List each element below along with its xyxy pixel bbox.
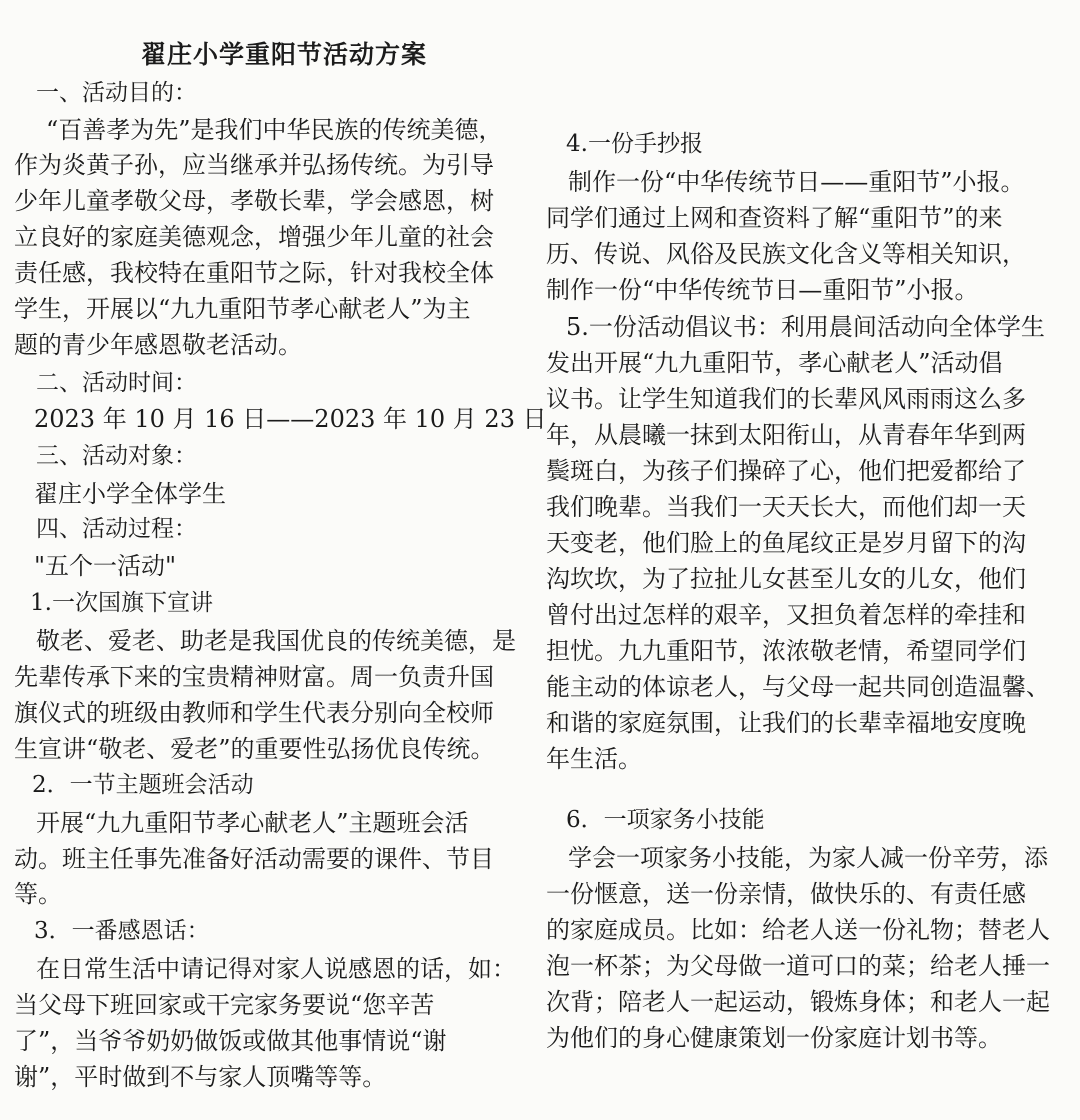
paragraph-line: 动。班主任事先准备好活动需要的课件、节目	[14, 845, 494, 873]
paragraph-line: 和谐的家庭氛围，让我们的长辈幸福地安度晚	[546, 709, 1026, 737]
paragraph-line: 责任感，我校特在重阳节之际，针对我校全体	[14, 259, 494, 287]
paragraph-line: 等。	[14, 880, 62, 908]
section-heading-target: 三、活动对象：	[36, 443, 197, 469]
paragraph-line: 年生活。	[546, 745, 642, 773]
paragraph-line: 题的青少年感恩敬老活动。	[14, 331, 302, 359]
paragraph-line: 同学们通过上网和查资料了解“重阳节”的来	[546, 204, 1003, 232]
paragraph-line: 先辈传承下来的宝贵精神财富。周一负责升国	[14, 663, 494, 691]
paragraph-line: 历、传说、风俗及民族文化含义等相关知识，	[546, 240, 1026, 268]
paragraph-line: “百善孝为先”是我们中华民族的传统美德，	[46, 116, 503, 144]
paragraph-line: 天变老，他们脸上的鱼尾纹正是岁月留下的沟	[546, 529, 1026, 557]
section-heading-time: 二、活动时间：	[36, 370, 197, 396]
paragraph-line: 5.一份活动倡议书：利用晨间活动向全体学生	[566, 313, 1045, 341]
target-audience: 翟庄小学全体学生	[34, 480, 226, 508]
paragraph-line: 了”，当爷爷奶奶做饭或做其他事情说“谢	[14, 1027, 447, 1055]
paragraph-line: 敬老、爱老、助老是我国优良的传统美德，是	[36, 627, 516, 655]
paragraph-line: 学生，开展以“九九重阳节孝心献老人”为主	[14, 295, 471, 323]
paragraph-line: 作为炎黄子孙，应当继承并弘扬传统。为引导	[14, 151, 494, 179]
section-heading-purpose: 一、活动目的：	[36, 80, 197, 106]
activity-date-range: 2023 年 10 月 16 日——2023 年 10 月 23 日	[34, 405, 547, 433]
paragraph-line: 当父母下班回家或干完家务要说“您辛苦	[14, 991, 435, 1019]
paragraph-line: 能主动的体谅老人，与父母一起共同创造温馨、	[546, 673, 1050, 701]
paragraph-line: 次背；陪老人一起运动，锻炼身体；和老人一起	[546, 988, 1050, 1016]
paragraph-line: 学会一项家务小技能，为家人减一份辛劳，添	[568, 844, 1048, 872]
paragraph-line: 生宣讲“敬老、爱老”的重要性弘扬优良传统。	[14, 735, 495, 763]
item-heading-class-meeting: 2．一节主题班会活动	[32, 772, 254, 798]
paragraph-line: 议书。让学生知道我们的长辈风风雨雨这么多	[546, 385, 1026, 413]
item-heading-tabloid: 4.一份手抄报	[566, 131, 703, 157]
section-heading-process: 四、活动过程：	[36, 516, 197, 542]
activity-group-label: "五个一活动"	[34, 552, 177, 580]
paragraph-line: 沟坎坎，为了拉扯儿女甚至儿女的儿女，他们	[546, 565, 1026, 593]
paragraph-line: 发出开展“九九重阳节，孝心献老人”活动倡	[546, 349, 1003, 377]
paragraph-line: 谢”，平时做到不与家人顶嘴等等。	[14, 1063, 387, 1091]
paragraph-line: 的家庭成员。比如：给老人送一份礼物；替老人	[546, 916, 1050, 944]
paragraph-line: 担忧。九九重阳节，浓浓敬老情，希望同学们	[546, 637, 1026, 665]
paragraph-line: 开展“九九重阳节孝心献老人”主题班会活	[36, 809, 469, 837]
paragraph-line: 泡一杯茶；为父母做一道可口的菜；给老人捶一	[546, 952, 1050, 980]
paragraph-line: 少年儿童孝敬父母，孝敬长辈，学会感恩，树	[14, 187, 494, 215]
item-heading-gratitude: 3．一番感恩话：	[34, 918, 210, 944]
item-heading-flag-speech: 1.一次国旗下宣讲	[30, 590, 213, 616]
item-heading-housework: 6．一项家务小技能	[566, 807, 765, 833]
paragraph-line: 鬓斑白，为孩子们操碎了心，他们把爱都给了	[546, 457, 1026, 485]
paragraph-line: 制作一份“中华传统节日—重阳节”小报。	[546, 276, 979, 304]
paragraph-line: 我们晚辈。当我们一天天长大，而他们却一天	[546, 493, 1026, 521]
paragraph-line: 为他们的身心健康策划一份家庭计划书等。	[546, 1024, 1002, 1052]
paragraph-line: 曾付出过怎样的艰辛，又担负着怎样的牵挂和	[546, 601, 1026, 629]
paragraph-line: 制作一份“中华传统节日——重阳节”小报。	[568, 168, 1025, 196]
page-title: 翟庄小学重阳节活动方案	[141, 40, 428, 69]
paragraph-line: 年，从晨曦一抹到太阳衔山，从青春年华到两	[546, 421, 1026, 449]
paragraph-line: 立良好的家庭美德观念，增强少年儿童的社会	[14, 223, 494, 251]
paragraph-line: 在日常生活中请记得对家人说感恩的话，如：	[36, 955, 516, 983]
paragraph-line: 一份惬意，送一份亲情，做快乐的、有责任感	[546, 880, 1026, 908]
paragraph-line: 旗仪式的班级由教师和学生代表分别向全校师	[14, 699, 494, 727]
